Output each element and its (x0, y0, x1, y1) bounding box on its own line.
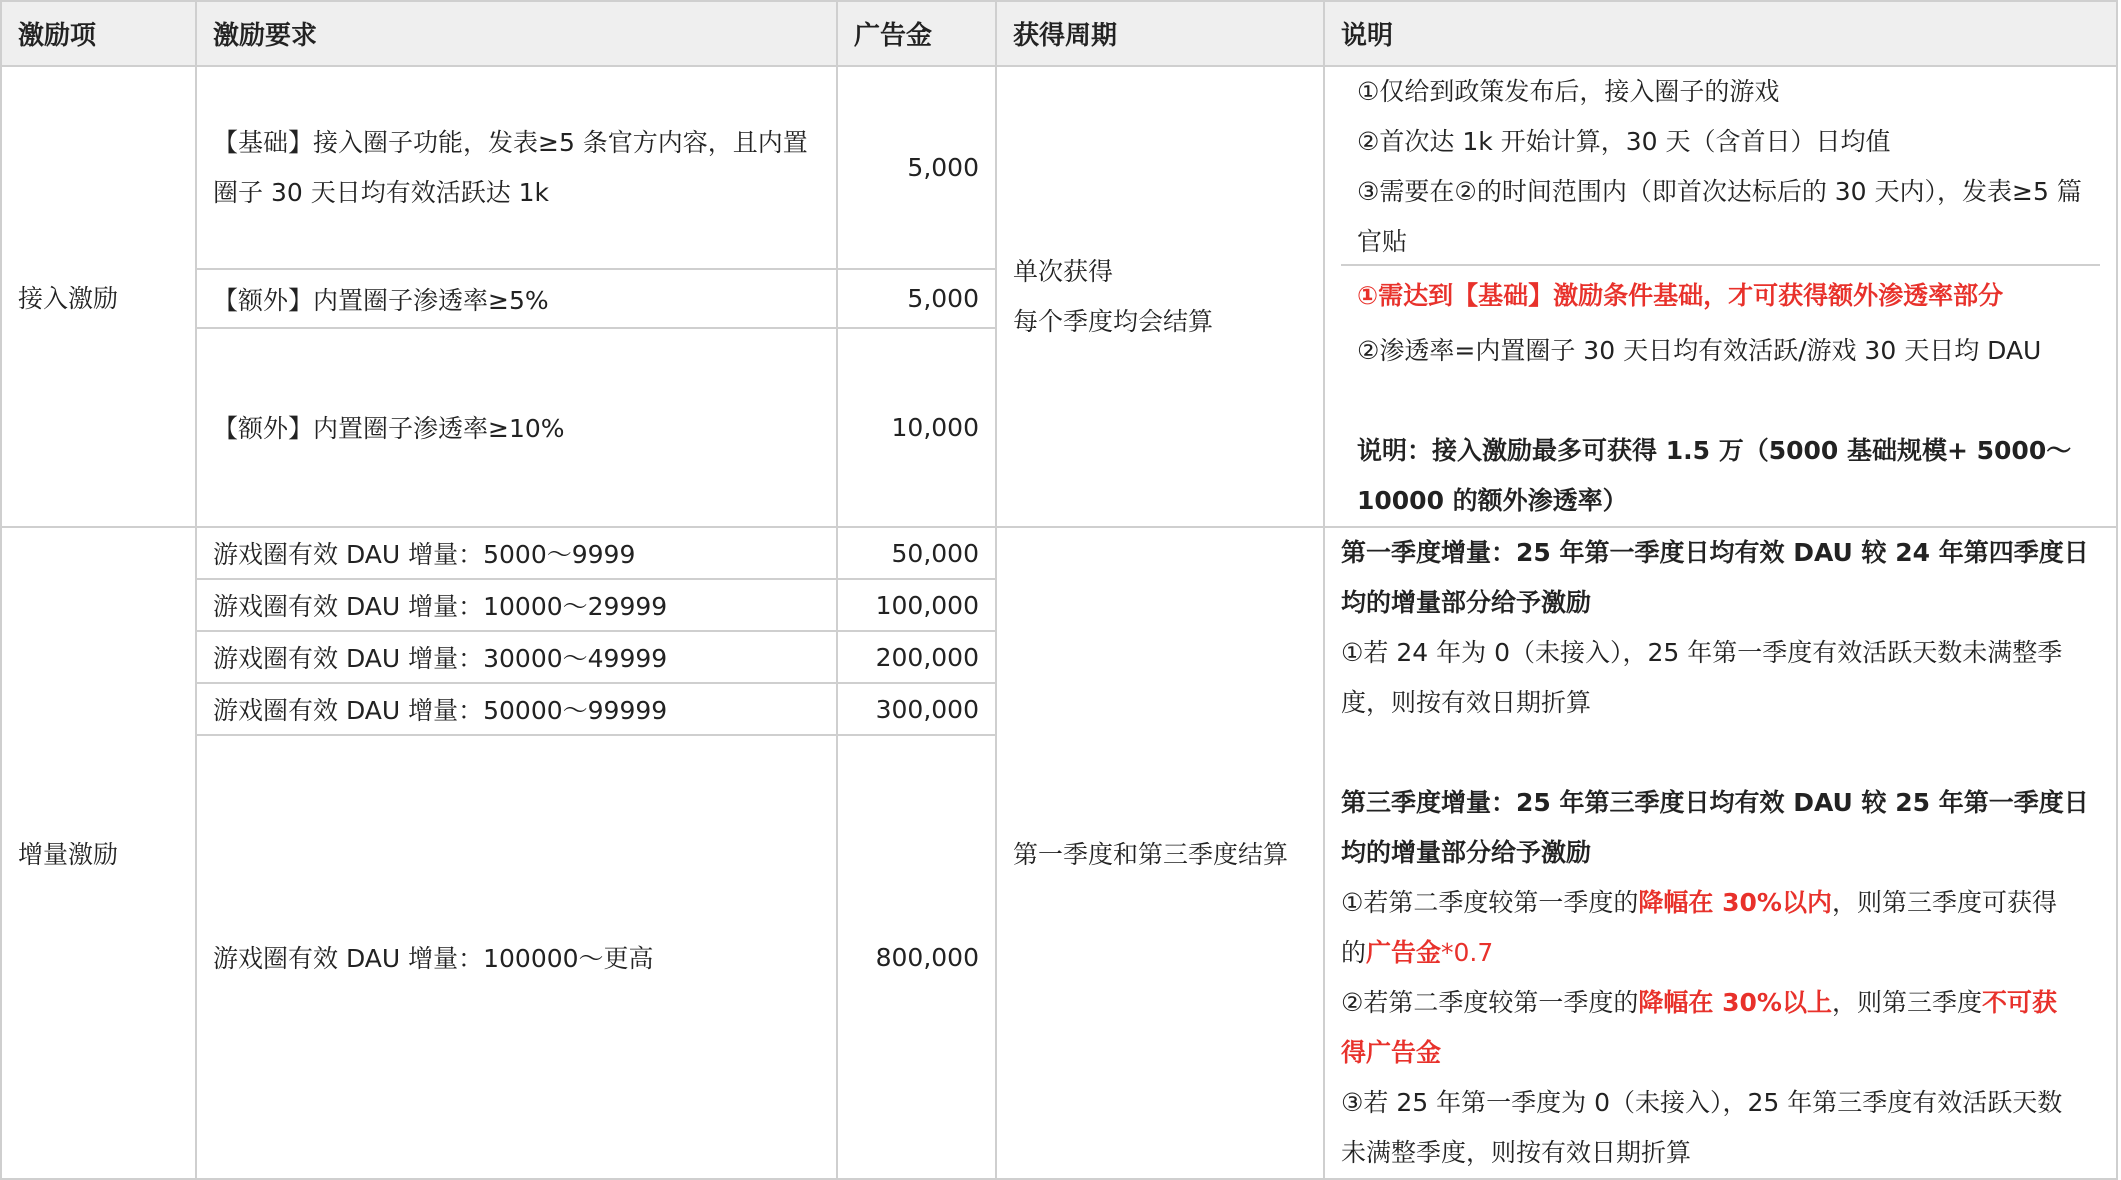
access-extra5-amount: 5,000 (837, 269, 996, 327)
note-spacer (1341, 728, 2100, 778)
note-line: ③需要在②的时间范围内（即首次达标后的 30 天内），发表≥5 篇 (1357, 177, 2082, 206)
growth-tier-amount: 800,000 (837, 735, 996, 1179)
note-line-highlight: ①需达到【基础】激励条件基础，才可获得额外渗透率部分 (1357, 281, 2004, 310)
growth-tier-amount: 300,000 (837, 683, 996, 735)
growth-tier-amount: 50,000 (837, 527, 996, 579)
q1-title-line: 均的增量部分给予激励 (1341, 588, 1592, 617)
growth-tier-requirement: 游戏圈有效 DAU 增量：50000～99999 (196, 683, 837, 735)
q3-note1-post: ，则第三季度可获得 (1831, 888, 2057, 917)
note-line-bold: 说明：接入激励最多可获得 1.5 万（5000 基础规模+ 5000～ (1357, 436, 2072, 465)
note-line: 官贴 (1357, 227, 1408, 256)
q3-note2b-line: 得广告金 (1341, 1038, 1442, 1067)
access-item-cell: 接入激励 (1, 66, 196, 527)
access-extra10-amount: 10,000 (837, 328, 996, 527)
growth-period-cell: 第一季度和第三季度结算 (996, 527, 1324, 1179)
note-line: ②渗透率=内置圈子 30 天日均有效活跃/游戏 30 天日均 DAU (1357, 336, 2042, 365)
q1-note-line: 度，则按有效日期折算 (1341, 688, 1592, 717)
header-period: 获得周期 (996, 1, 1324, 66)
note-line: ①仅给到政策发布后，接入圈子的游戏 (1357, 77, 1780, 106)
q3-note1-line (1341, 878, 2100, 928)
q3-note2-line (1341, 978, 2100, 1028)
access-notes-extra (1341, 266, 2100, 526)
header-requirement: 激励要求 (196, 1, 837, 66)
q3-note1-pre: ①若第二季度较第一季度的 (1341, 888, 1639, 917)
access-notes-cell (1324, 66, 2117, 527)
header-row (1, 1, 2117, 66)
growth-tier-requirement: 游戏圈有效 DAU 增量：100000～更高 (196, 735, 837, 1179)
q3-note1b-red: 广告金 (1366, 938, 1442, 967)
access-extra5-requirement: 【额外】内置圈子渗透率≥5% (196, 269, 837, 327)
access-period-line2: 每个季度均会结算 (1013, 306, 1214, 336)
q3-note3-line: ③若 25 年第一季度为 0（未接入），25 年第三季度有效活跃天数 (1341, 1088, 2063, 1117)
q3-note1b-line (1341, 928, 2100, 978)
access-notes-basic (1341, 67, 2100, 266)
note-line: ②首次达 1k 开始计算，30 天（含首日）日均值 (1357, 127, 1891, 156)
q3-note1-red: 降幅在 30%以内 (1638, 888, 1832, 917)
growth-tier-amount: 100,000 (837, 579, 996, 631)
growth-tier-requirement: 游戏圈有效 DAU 增量：5000～9999 (196, 527, 837, 579)
growth-item-cell: 增量激励 (1, 527, 196, 1179)
note-spacer (1357, 376, 2084, 426)
q3-note2-pre: ②若第二季度较第一季度的 (1341, 988, 1639, 1017)
growth-notes-cell (1324, 527, 2117, 1179)
q1-note-line: ①若 24 年为 0（未接入），25 年第一季度有效活跃天数未满整季 (1341, 638, 2063, 667)
access-basic-requirement: 【基础】接入圈子功能，发表≥5 条官方内容，且内置圈子 30 天日均有效活跃达 1k (196, 66, 837, 269)
q1-title-line: 第一季度增量：25 年第一季度日均有效 DAU 较 24 年第四季度日 (1341, 538, 2089, 567)
access-basic-amount: 5,000 (837, 66, 996, 269)
q3-title-line: 均的增量部分给予激励 (1341, 838, 1592, 867)
access-extra10-requirement: 【额外】内置圈子渗透率≥10% (196, 328, 837, 527)
header-notes: 说明 (1324, 1, 2117, 66)
access-row-basic (1, 66, 2117, 269)
growth-tier-amount: 200,000 (837, 631, 996, 683)
growth-tier-requirement: 游戏圈有效 DAU 增量：10000～29999 (196, 579, 837, 631)
q3-title-line: 第三季度增量：25 年第三季度日均有效 DAU 较 25 年第一季度日 (1341, 788, 2089, 817)
growth-tier-requirement: 游戏圈有效 DAU 增量：30000～49999 (196, 631, 837, 683)
header-amount: 广告金 (837, 1, 996, 66)
note-line-bold: 10000 的额外渗透率） (1357, 486, 1628, 515)
q3-note2-mid: ，则第三季度 (1831, 988, 1982, 1017)
q3-note3-line: 未满整季度，则按有效日期折算 (1341, 1138, 1692, 1167)
header-item: 激励项 (1, 1, 196, 66)
q3-note1b-post: *0.7 (1441, 938, 1494, 967)
q3-note2-red2: 不可获 (1981, 988, 2057, 1017)
q3-note1b-pre: 的 (1341, 938, 1367, 967)
access-period-line1: 单次获得 (1013, 256, 1114, 286)
access-period-cell (996, 66, 1324, 527)
q3-note2-red: 降幅在 30%以上 (1638, 988, 1832, 1017)
growth-row-1 (1, 527, 2117, 579)
